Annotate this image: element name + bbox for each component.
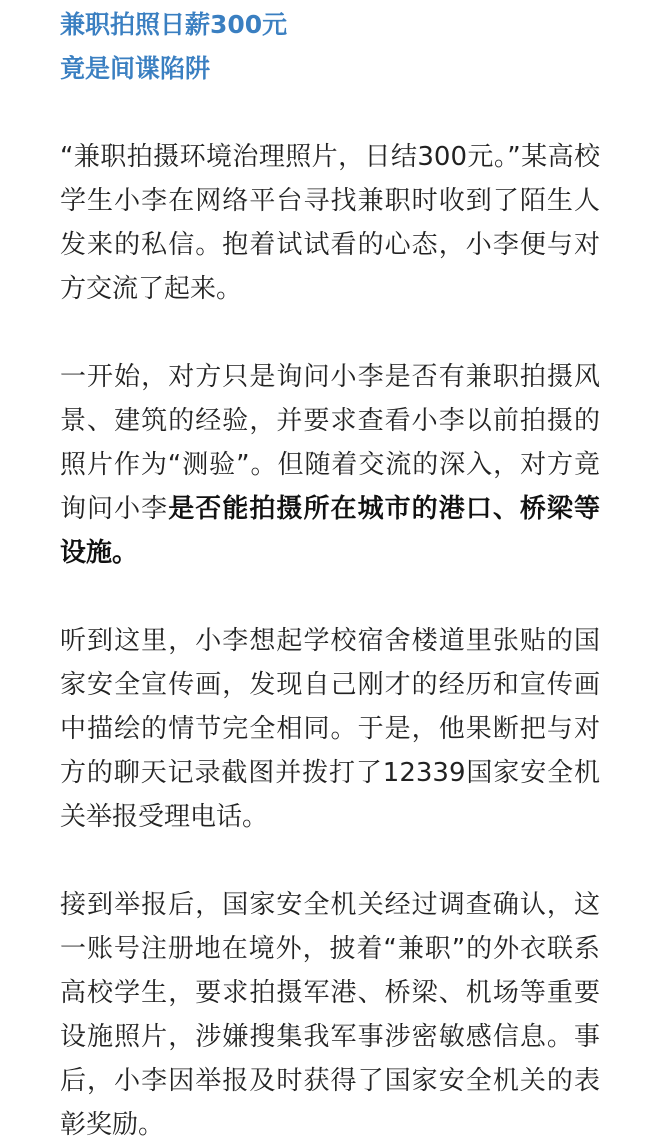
headline <box>60 3 600 91</box>
paragraph-3: 听到这里，小李想起学校宿舍楼道里张贴的国家安全宣传画，发现自己刚才的经历和宣传画中描绘的情节完全相同。于是，他果断把与对方的聊天记录截图并拨打了12339国家安全机关举报受理电话。 <box>60 626 600 832</box>
paragraph-4: 接到举报后，国家安全机关经过调查确认，这一账号注册地在境外，披着“兼职”的外衣联系高校学生，要求拍摄军港、桥梁、机场等重要设施照片，涉嫌搜集我军事涉密敏感信息。事后，小李因举报及时获得了国家安全机关的表彰奖励。 <box>60 890 600 1140</box>
headline-line-1: 兼职拍照日薪300元 <box>60 10 288 39</box>
paragraph-2 <box>60 355 600 575</box>
headline-line-2: 竟是间谍陷阱 <box>60 54 211 83</box>
paragraph-2-text: 一开始，对方只是询问小李是否有兼职拍摄风景、建筑的经验，并要求查看小李以前拍摄的照片作为“测验”。但随着交流的深入，对方竟询问小李 <box>60 362 600 524</box>
article <box>60 0 600 1147</box>
paragraph-1: “兼职拍摄环境治理照片，日结300元。”某高校学生小李在网络平台寻找兼职时收到了陌生人发来的私信。抱着试试看的心态，小李便与对方交流了起来。 <box>60 142 600 304</box>
article-body <box>60 135 600 1147</box>
paragraph-2-bold-text: 是否能拍摄所在城市的港口、桥梁等设施。 <box>60 494 600 568</box>
